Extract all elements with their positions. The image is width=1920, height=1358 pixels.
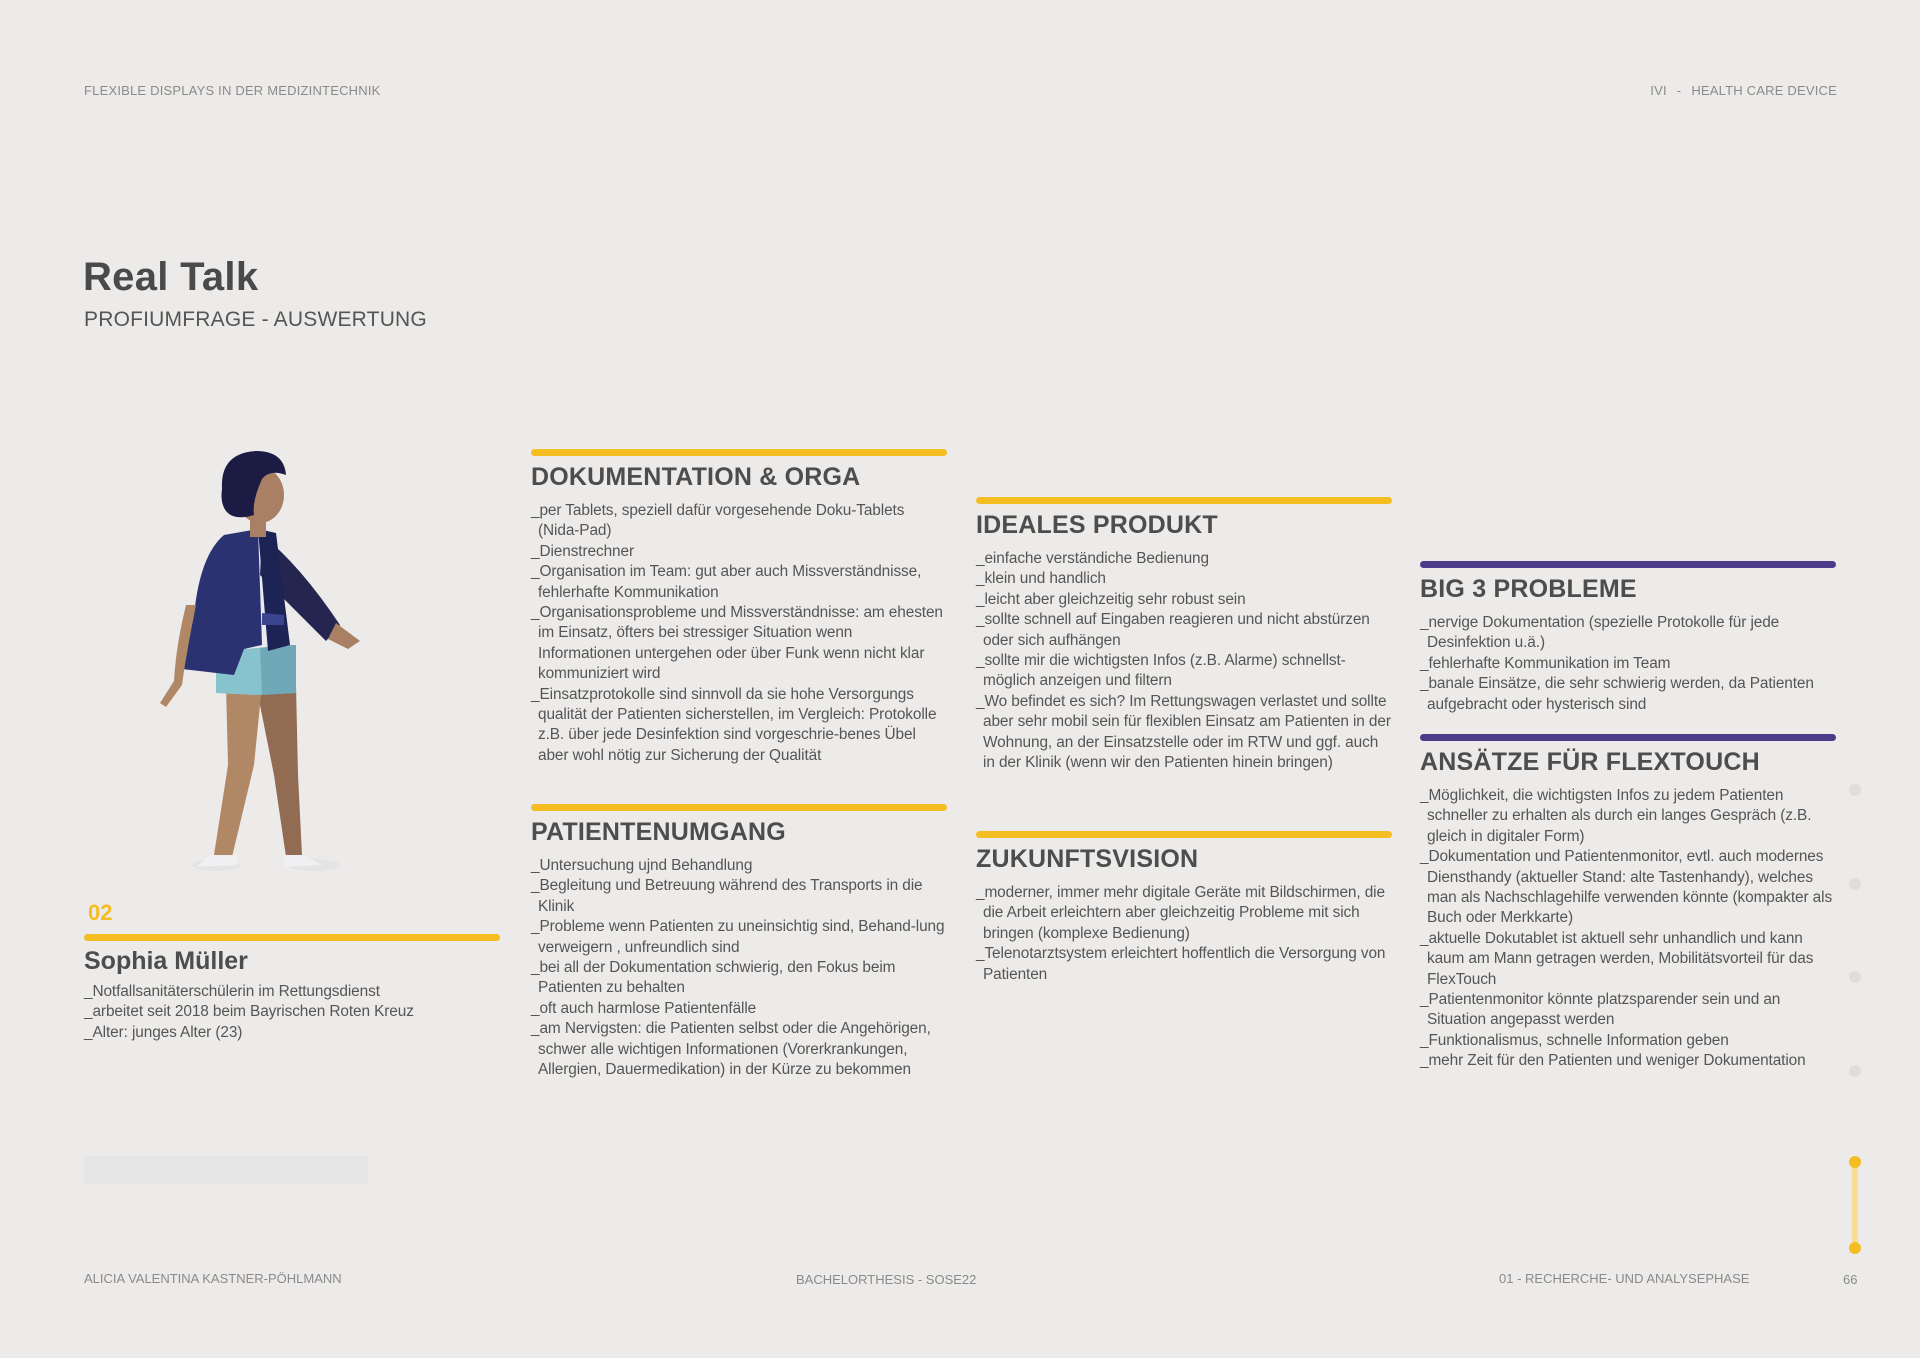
section-title: DOKUMENTATION & ORGA xyxy=(531,463,861,491)
section-ideales-produkt xyxy=(976,497,1392,773)
header-code: IVI xyxy=(1650,83,1667,98)
persona-detail: _arbeitet seit 2018 beim Bayrischen Roten Kreuz xyxy=(84,1003,414,1021)
section-patientenumgang xyxy=(531,804,947,1080)
header-project xyxy=(1650,83,1837,98)
list-item: _am Nervigsten: die Patienten selbst oder die Angehörigen, schwer alle wichtigen Informationen (Vorerkrankungen, Allergien, Dauermedikation) in der Kürze zu bekommen xyxy=(531,1020,931,1079)
list-item: _Probleme wenn Patienten zu uneinsichtig sind, Behand-lung verweigern , unfreundlich sind xyxy=(531,918,945,956)
list-item: _klein und handlich xyxy=(976,570,1106,588)
list-item: _oft auch harmlose Patientenfälle xyxy=(531,999,757,1017)
decorative-dot xyxy=(1849,784,1861,796)
header-separator: - xyxy=(1676,83,1682,98)
decorative-dot xyxy=(1849,1065,1861,1077)
footer-thesis: BACHELORTHESIS - SOSE22 xyxy=(796,1272,977,1287)
section-list xyxy=(531,501,947,766)
persona-divider xyxy=(84,934,500,941)
list-item: _banale Einsätze, die sehr schwierig werden, da Patienten aufgebracht oder hysterisch sind xyxy=(1420,675,1814,713)
page-progress-indicator xyxy=(1849,1156,1861,1254)
list-item: _Dokumentation und Patientenmonitor, evtl. auch modernes Diensthandy (aktueller Stand: alte Tastenhandy), welches man als Nachschlagehilfe verwenden könnte (kompakter als Buch oder Merkkarte) xyxy=(1420,848,1833,927)
list-item: _Telenotarztsystem erleichtert hoffentlich die Versorgung von Patienten xyxy=(976,945,1386,983)
section-list xyxy=(1420,613,1836,715)
list-item: _Organisation im Team: gut aber auch Missverständnisse, fehlerhafte Kommunikation xyxy=(531,563,922,601)
footer-phase: 01 - RECHERCHE- UND ANALYSEPHASE xyxy=(1499,1271,1750,1286)
section-divider xyxy=(976,497,1392,504)
list-item: _einfache verständiche Bedienung xyxy=(976,550,1209,567)
page-title: Real Talk xyxy=(83,255,259,299)
section-title: ZUKUNFTSVISION xyxy=(976,845,1199,873)
decorative-dot xyxy=(1849,971,1861,983)
list-item: _aktuelle Dokutablet ist aktuell sehr unhandlich und kann kaum am Mann getragen werden, Mobilitätsvorteil für das FlexTouch xyxy=(1420,929,1814,988)
section-ansaetze-flextouch xyxy=(1420,734,1840,1072)
page-number: 66 xyxy=(1843,1272,1858,1287)
section-list xyxy=(976,883,1392,985)
section-list xyxy=(1420,786,1840,1072)
section-title: IDEALES PRODUKT xyxy=(976,511,1218,539)
list-item: _Organisationsprobleme und Missverständnisse: am ehesten im Einsatz, öfters bei stressiger Situation wenn Informationen untergehen oder über Funk wenn nicht klar kommuniziert wird xyxy=(531,604,943,683)
section-divider xyxy=(531,804,947,811)
persona-name: Sophia Müller xyxy=(84,947,248,975)
list-item: _per Tablets, speziell dafür vorgesehende Doku-Tablets (Nida-Pad) xyxy=(531,502,905,540)
list-item: _sollte schnell auf Eingaben reagieren und nicht abstürzen oder sich aufhängen xyxy=(976,611,1370,649)
list-item: _Begleitung und Betreuung während des Transports in die Klinik xyxy=(531,877,923,915)
list-item: _sollte mir die wichtigsten Infos (z.B. Alarme) schnellst-möglich anzeigen und filtern xyxy=(976,652,1346,690)
footer-author: ALICIA VALENTINA KASTNER-PÖHLMANN xyxy=(84,1271,342,1286)
persona-illustration xyxy=(150,445,390,880)
list-item: _leicht aber gleichzeitig sehr robust sein xyxy=(976,590,1246,608)
header-label: HEALTH CARE DEVICE xyxy=(1691,83,1837,98)
list-item: _Wo befindet es sich? Im Rettungswagen verlastet und sollte aber sehr mobil sein für flexiblen Einsatz am Patienten in der Wohnung, an der Einsatzstelle oder im RTW und ggf. auch in der Klinik (wenn wir den Patienten hinein bringen) xyxy=(976,692,1391,772)
persona-detail: _Alter: junges Alter (23) xyxy=(84,1023,243,1041)
list-item: _fehlerhafte Kommunikation im Team xyxy=(1420,654,1671,672)
list-item: _Patientenmonitor könnte platzsparender sein und an Situation angepasst werden xyxy=(1420,991,1781,1029)
section-list xyxy=(531,856,947,1080)
section-title: ANSÄTZE FÜR FLEXTOUCH xyxy=(1420,748,1760,776)
persona-number: 02 xyxy=(88,900,113,925)
list-item: _moderner, immer mehr digitale Geräte mit Bildschirmen, die die Arbeit erleichtern aber gleichzeitig Probleme mit sich bringen (komplexe Bedienung) xyxy=(976,884,1385,942)
section-dokumentation xyxy=(531,449,947,766)
section-list xyxy=(976,549,1392,773)
persona-detail: _Notfallsanitäterschülerin im Rettungsdienst xyxy=(84,983,380,1000)
list-item: _Funktionalismus, schnelle Information geben xyxy=(1420,1031,1729,1049)
section-title: PATIENTENUMGANG xyxy=(531,818,786,846)
list-item: _Untersuchung ujnd Behandlung xyxy=(531,857,753,874)
page-subtitle: PROFIUMFRAGE - AUSWERTUNG xyxy=(84,308,427,331)
list-item: _Dienstrechner xyxy=(531,542,634,560)
list-item: _Einsatzprotokolle sind sinnvoll da sie hohe Versorgungs qualität der Patienten sicherstellen, im Vergleich: Protokolle z.B. über jede Desinfektion sind vorgeschrie-benes Übel aber wohl nötig zur Sicherung der Qualität xyxy=(531,685,937,764)
persona-details xyxy=(84,982,504,1043)
section-divider xyxy=(1420,561,1836,568)
section-title: BIG 3 PROBLEME xyxy=(1420,575,1637,603)
list-item: _bei all der Dokumentation schwierig, den Fokus beim Patienten zu behalten xyxy=(531,959,896,997)
section-divider xyxy=(531,449,947,456)
placeholder-box xyxy=(84,1156,368,1184)
section-zukunftsvision xyxy=(976,831,1392,985)
list-item: _nervige Dokumentation (spezielle Protokolle für jede Desinfektion u.ä.) xyxy=(1420,614,1780,652)
header-document-title: FLEXIBLE DISPLAYS IN DER MEDIZINTECHNIK xyxy=(84,83,381,98)
list-item: _mehr Zeit für den Patienten und weniger Dokumentation xyxy=(1420,1052,1806,1070)
section-divider xyxy=(1420,734,1836,741)
section-divider xyxy=(976,831,1392,838)
list-item: _Möglichkeit, die wichtigsten Infos zu jedem Patienten schneller zu erhalten als durch ein langes Gespräch (z.B. gleich in digitaler Form) xyxy=(1420,787,1812,845)
decorative-dot xyxy=(1849,878,1861,890)
section-big3-probleme xyxy=(1420,561,1836,715)
